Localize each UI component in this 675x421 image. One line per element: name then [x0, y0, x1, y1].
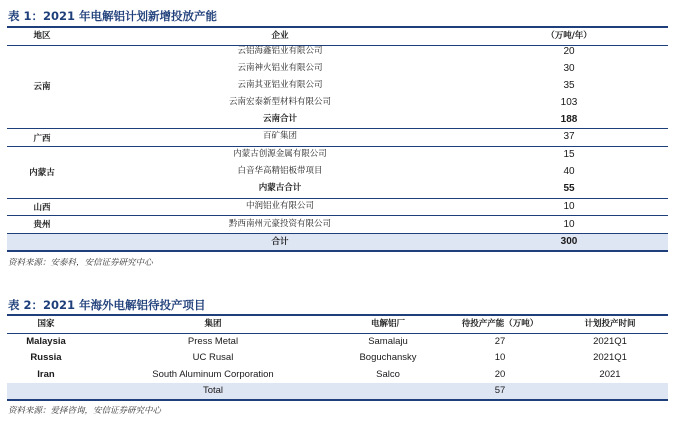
region-guangxi: 广西: [33, 134, 51, 144]
table-row-company: 内蒙古创源金属有限公司: [233, 149, 327, 159]
table1-bottom-rule: [7, 250, 668, 252]
table2-total-value: 57: [494, 385, 506, 396]
table-row-capacity: 35: [563, 80, 575, 91]
table-row-group: Press Metal: [187, 336, 239, 347]
table-row-group: UC Rusal: [192, 352, 234, 363]
table1-title: 表 1：2021 年电解铝计划新增投放产能: [8, 9, 218, 23]
table2-title: 表 2：2021 年海外电解铝待投产项目: [8, 298, 206, 312]
table1-total-label: 合计: [271, 237, 289, 247]
table2-header-time: 计划投产时间: [584, 319, 636, 329]
subtotal-value-yunnan: 188: [560, 114, 578, 125]
table-row-country: Malaysia: [26, 336, 66, 347]
region-yunnan: 云南: [33, 82, 51, 92]
table-row-capacity: 40: [563, 166, 575, 177]
table-row-capacity: 10: [563, 219, 575, 230]
table2-header-country: 国家: [37, 319, 55, 329]
table-row-plant: Samalaju: [368, 336, 408, 347]
table1-header-region: 地区: [33, 31, 51, 41]
table-row-capacity: 15: [563, 149, 575, 160]
table-row-time: 2021: [599, 369, 621, 380]
subtotal-label-inner-mongolia: 内蒙古合计: [258, 183, 302, 193]
table-row-company: 黔西南州元豪投资有限公司: [228, 219, 331, 229]
table-row-capacity: 10: [563, 201, 575, 212]
table-row-country: Russia: [30, 352, 62, 363]
table1-source: 资料来源：安泰科，安信证券研究中心: [8, 258, 153, 268]
table-row-time: 2021Q1: [593, 336, 627, 347]
table-row-company: 白音华高精铝板带项目: [237, 166, 323, 176]
table-row-capacity: 27: [494, 336, 506, 347]
region-guizhou: 贵州: [33, 220, 51, 230]
table2-total-label: Total: [202, 385, 224, 396]
table-row-capacity: 20: [494, 369, 506, 380]
table-row-plant: Boguchansky: [359, 352, 417, 363]
table-row-company: 云南其亚铝业有限公司: [237, 80, 323, 90]
table2-total-row: [7, 383, 668, 399]
table-row-capacity: 37: [563, 131, 575, 142]
table-row-capacity: 20: [563, 46, 575, 57]
table1-header-capacity: （万吨/年）: [546, 31, 592, 41]
table2-header-plant: 电解铝厂: [370, 319, 405, 329]
table-row-capacity: 103: [560, 97, 578, 108]
table-row-plant: Salco: [376, 369, 400, 380]
region-shanxi: 山西: [33, 203, 51, 213]
table2-header-capacity: 待投产产能（万吨）: [461, 319, 539, 329]
table-row-company: 云南神火铝业有限公司: [237, 63, 323, 73]
subtotal-value-inner-mongolia: 55: [563, 183, 575, 194]
table-row-company: 百矿集团: [262, 131, 297, 141]
region-inner-mongolia: 内蒙古: [29, 168, 55, 178]
table-row-country: Iran: [37, 369, 55, 380]
table2-header-group: 集团: [204, 319, 222, 329]
table1-total-value: 300: [560, 236, 578, 247]
table-row-company: 云南宏泰新型材料有限公司: [228, 97, 331, 107]
table-row-time: 2021Q1: [593, 352, 627, 363]
table1-header-company: 企业: [271, 31, 289, 41]
subtotal-label-yunnan: 云南合计: [262, 114, 297, 124]
table-row-group: South Aluminum Corporation: [152, 369, 274, 380]
table-row-capacity: 30: [563, 63, 575, 74]
table2-bottom-rule: [7, 399, 668, 401]
table-row-company: 中润铝业有限公司: [245, 201, 314, 211]
table2-source: 资料来源：爱择咨询，安信证券研究中心: [8, 406, 162, 416]
table-row-company: 云铝海鑫铝业有限公司: [237, 46, 323, 56]
table-row-capacity: 10: [494, 352, 506, 363]
